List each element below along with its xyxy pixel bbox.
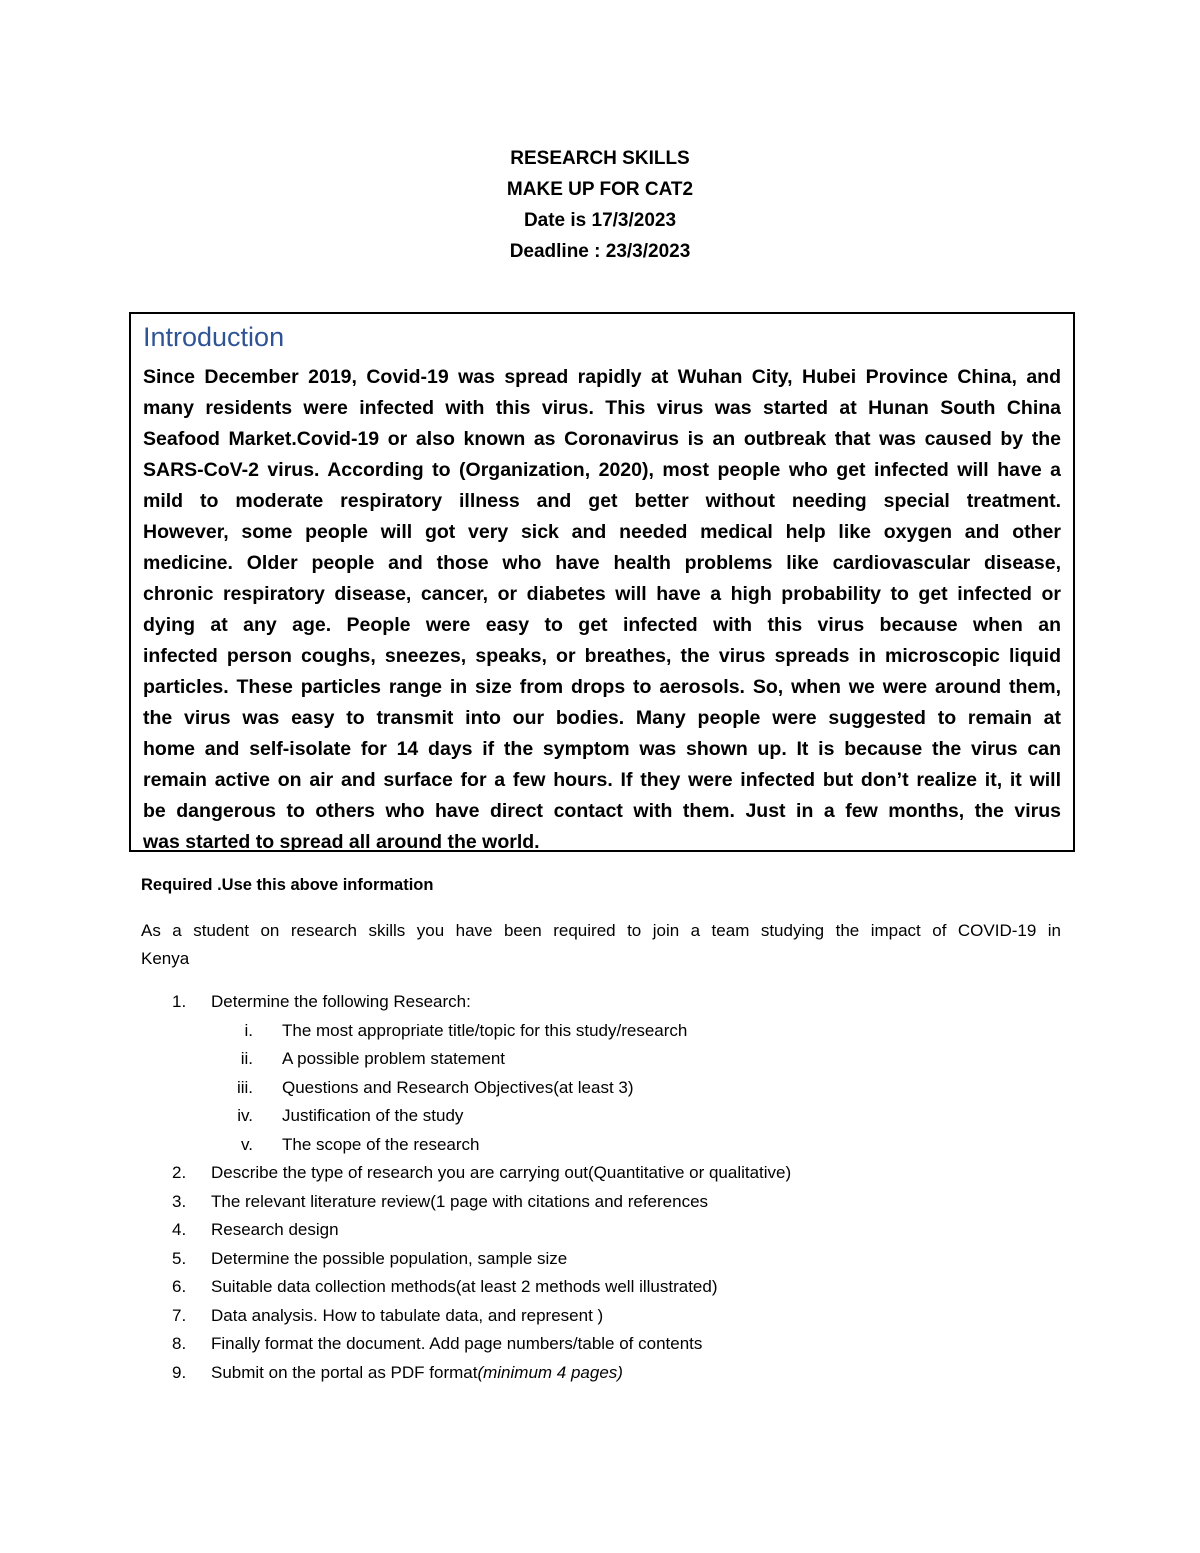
intro-line: mild to moderate respiratory illness and get better without needing special treatment. (143, 490, 1061, 512)
task-item (141, 1159, 1061, 1188)
intro-line: many residents were infected with this virus. This virus was started at Hunan South China (143, 397, 1061, 419)
task-text: The relevant literature review(1 page with citations and references (211, 1191, 709, 1211)
task-item (141, 1273, 1061, 1302)
task-text: Research design (211, 1220, 339, 1239)
task-number: 7. (172, 1305, 187, 1325)
task-number: 8. (172, 1334, 187, 1353)
subtask-number: i. (244, 1020, 253, 1040)
task-text: Describe the type of research you are carrying out(Quantitative or qualitative) (211, 1163, 792, 1182)
task-text-wrapper (211, 1359, 623, 1388)
subtask-text: A possible problem statement (282, 1049, 506, 1068)
subtask-item (141, 1074, 1061, 1103)
title-block (0, 143, 1200, 267)
task-item (141, 1359, 1061, 1388)
task-text-italic: (minimum 4 pages) (477, 1362, 623, 1382)
course-title: RESEARCH SKILLS (510, 148, 690, 169)
intro-line: infected person coughs, sneezes, speaks, or breathes, the virus spreads in microscopic liquid (143, 645, 1061, 667)
lead-line: Kenya (141, 949, 190, 968)
subtask-item (141, 1045, 1061, 1074)
required-label: Required .Use this above information (141, 876, 434, 894)
lead-paragraph (141, 917, 1061, 973)
subtask-item (141, 1102, 1061, 1131)
subtask-text: Questions and Research Objectives(at least 3) (282, 1077, 634, 1097)
task-number: 9. (172, 1362, 187, 1382)
intro-line: particles. These particles range in size from drops to aerosols. So, when we were around them, (143, 676, 1061, 698)
task-item (141, 988, 1061, 1017)
task-number: 3. (172, 1191, 187, 1211)
subtask-item (141, 1131, 1061, 1160)
intro-line: However, some people will got very sick and needed medical help like oxygen and other (143, 521, 1061, 543)
intro-line: Seafood Market.Covid-19 or also known as Coronavirus is an outbreak that was caused by the (143, 428, 1061, 450)
subtask-number: iv. (237, 1106, 253, 1125)
task-item (141, 1302, 1061, 1331)
intro-line: the virus was easy to transmit into our bodies. Many people were suggested to remain at (143, 707, 1061, 729)
intro-line: chronic respiratory disease, cancer, or diabetes will have a high probability to get infected or (143, 583, 1061, 605)
task-text: Determine the possible population, sample size (211, 1248, 568, 1268)
intro-line: was started to spread all around the world. (143, 831, 540, 853)
subtask-text: Justification of the study (282, 1106, 464, 1125)
task-item (141, 1188, 1061, 1217)
task-number: 2. (172, 1163, 187, 1182)
task-item (141, 1330, 1061, 1359)
introduction-box (129, 312, 1075, 852)
deadline-line: Deadline : 23/3/2023 (509, 241, 691, 262)
task-item (141, 1216, 1061, 1245)
introduction-heading: Introduction (143, 322, 285, 352)
task-number: 6. (172, 1277, 187, 1296)
intro-line: SARS-CoV-2 virus. According to (Organization, 2020), most people who get infected will have a (143, 459, 1061, 481)
task-text: Data analysis. How to tabulate data, and represent ) (211, 1305, 604, 1325)
intro-line: be dangerous to others who have direct contact with them. Just in a few months, the virus (143, 800, 1061, 822)
task-item (141, 1245, 1061, 1274)
intro-line: Since December 2019, Covid-19 was spread rapidly at Wuhan City, Hubei Province China, and (143, 366, 1061, 388)
intro-line: dying at any age. People were easy to get infected with this virus because when an (143, 614, 1061, 636)
intro-line: home and self-isolate for 14 days if the symptom was shown up. It is because the virus can (143, 738, 1061, 760)
subtask-number: ii. (240, 1049, 253, 1068)
task-number: 1. (172, 992, 187, 1011)
task-text: Finally format the document. Add page numbers/table of contents (211, 1334, 703, 1353)
task-text: Suitable data collection methods(at least 2 methods well illustrated) (211, 1277, 718, 1296)
task-number: 4. (172, 1220, 187, 1239)
task-number: 5. (172, 1248, 187, 1268)
subtask-number: iii. (236, 1077, 253, 1097)
subtask-text: The most appropriate title/topic for this study/research (282, 1020, 688, 1040)
subtask-text: The scope of the research (282, 1134, 480, 1154)
assignment-title: MAKE UP FOR CAT2 (506, 179, 694, 200)
subtask-item (141, 1017, 1061, 1046)
intro-line: medicine. Older people and those who have health problems like cardiovascular disease, (143, 552, 1061, 574)
intro-line: remain active on air and surface for a few hours. If they were infected but don’t realize it, it will (143, 769, 1061, 791)
lead-line: As a student on research skills you have been required to join a team studying the impact of COVID-19 in (141, 921, 1061, 940)
task-text: Submit on the portal as PDF format (211, 1362, 478, 1382)
task-list (141, 988, 1061, 1387)
date-line: Date is 17/3/2023 (523, 210, 677, 231)
task-text: Determine the following Research: (211, 992, 471, 1011)
subtask-number: v. (241, 1134, 253, 1154)
